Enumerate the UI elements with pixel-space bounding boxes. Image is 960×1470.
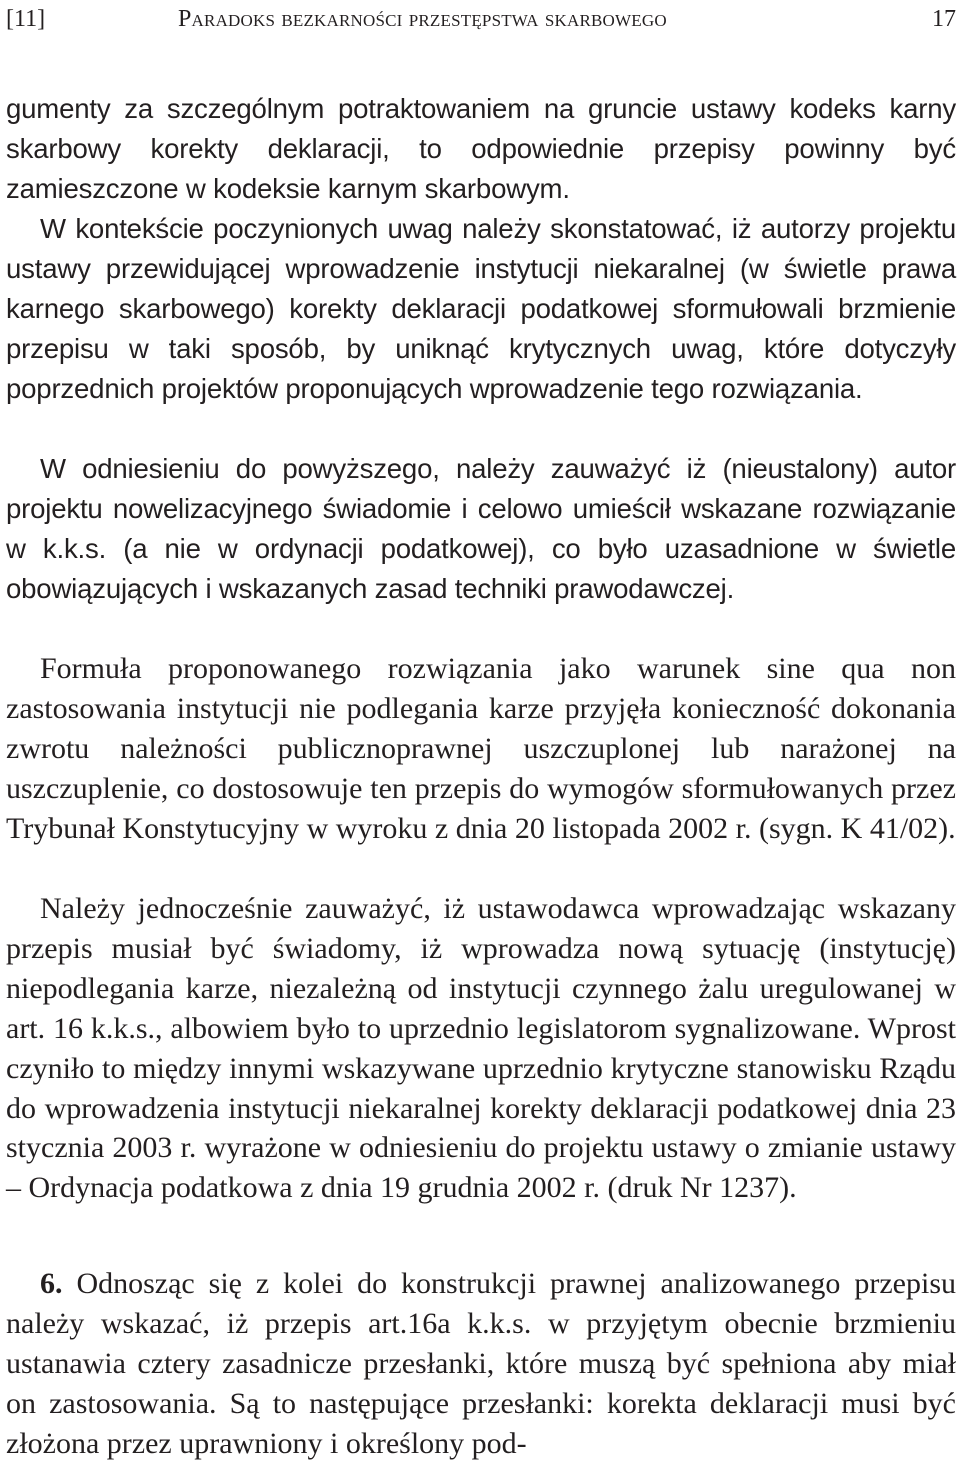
- paragraph-author-intent: W odniesieniu do powyższego, należy zauważyć iż (nieustalony) autor projektu nowelizacyjnego świadomie i celowo umieścił wskazane rozwiązanie w k.k.s. (a nie w ordynacji podatkowej), co było uzasadnione w świetle obowiązujących i wskazanych zasad techniki prawodawczej.: [6, 453, 956, 604]
- running-header: [6, 4, 956, 42]
- paragraph-formula: Formuła proponowanego rozwiązania jako warunek sine qua non zastosowania instytucji nie podlegania karze przyjęła konieczność dokonania zwrotu należności publicznoprawnej uszczuplonej lub narażonej na uszczuplenie, co dostosowuje ten przepis do wymogów sformułowanych przez Trybunał Konstytucyjny w wyroku z dnia 20 listopada 2002 r. (sygn. K 41/02).: [6, 652, 956, 845]
- paragraph-continuation: gumenty za szczególnym potraktowaniem na gruncie ustawy kodeks karny skarbowy korekty deklaracji, to odpowiednie przepisy powinny być zamieszczone w kodeksie karnym skarbowym.: [6, 93, 956, 204]
- page-number: 17: [932, 6, 956, 32]
- section-number: 6.: [40, 1267, 63, 1300]
- document-page: [6, 0, 956, 1460]
- paragraph-legislator-awareness: Należy jednocześnie zauważyć, iż ustawodawca wprowadzając wskazany przepis musiał być świadomy, iż wprowadza nową sytuację (instytucję) niepodlegania karze, niezależną od instytucji czynnego żalu uregulowanej w art. 16 k.k.s., albowiem było to uprzednio legislatorom sygnalizowane. Wprost czyniło to między innymi wskazywane uprzednio krytyczne stanowisku Rządu do wprowadzenia instytucji niekaralnej korekty deklaracji podatkowej dnia 23 stycznia 2003 r. wyrażone w odniesieniu do projektu ustawy o zmianie ustawy – Ordynacja podatkowa z dnia 19 grudnia 2002 r. (druk Nr 1237).: [6, 892, 956, 1205]
- section-6-text: Odnosząc się z kolei do konstrukcji prawnej analizowanego przepisu należy wskazać, iż przepis art.16a k.k.s. w przyjętym obecnie brzmieniu ustanawia cztery zasadnicze przesłanki, które muszą być spełniona aby miał on zastosowania. Są to następujące przesłanki: korekta deklaracji musi być złożona przez uprawniony i określony pod-: [6, 1267, 956, 1460]
- paragraph-section-6: [6, 1264, 956, 1464]
- header-title: Paradoks bezkarności przestępstwa skarbowego: [178, 6, 667, 32]
- header-article-number: [11]: [6, 6, 46, 32]
- paragraph-context-remarks: W kontekście poczynionych uwag należy skonstatować, iż autorzy projektu ustawy przewidującej wprowadzenie instytucji niekaralnej (w świetle prawa karnego skarbowego) korekty deklaracji podatkowej sformułowali brzmienie przepisu w taki sposób, by uniknąć krytycznych uwag, które dotyczyły poprzednich projektów proponujących wprowadzenie tego rozwiązania.: [6, 213, 956, 404]
